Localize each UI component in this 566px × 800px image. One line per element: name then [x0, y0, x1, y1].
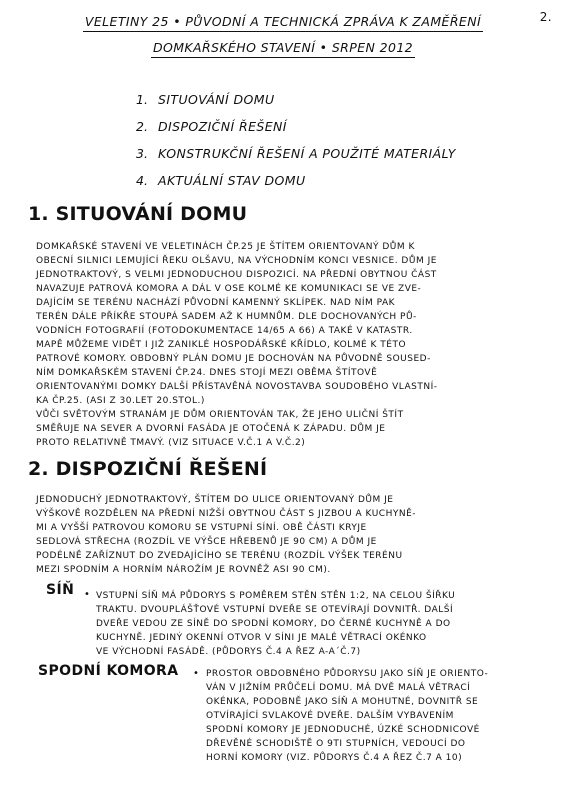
- toc-item-number: 1.: [136, 92, 148, 107]
- toc-item: [136, 113, 536, 140]
- bullet-marker: •: [193, 668, 199, 679]
- header-title-line2-text: DOMKAŘSKÉHO STAVENÍ • SRPEN 2012: [151, 40, 415, 58]
- section-heading-text: 2. DISPOZIČNÍ ŘEŠENÍ: [28, 458, 268, 480]
- subsection-body-sin: VSTUPNÍ SÍŇ MÁ PŮDORYS S POMĚREM STĚN STĚN 1:2, NA CELOU ŠÍŘKU TRAKTU. DVOUPLÁŠŤOVÉ VSTUPNÍ DVEŘE SE OTEVÍRAJÍ DOVNITŘ. DALŠÍ DVEŘE VEDOU ZE SÍNĚ DO SPODNÍ KOMORY, DO ČERNÉ KUCHYNĚ A DO KUCHYNĚ. JEDINÝ OKENNÍ OTVOR V SÍNI JE MALÉ VĚTRACÍ OKÉNKO VE VÝCHODNÍ FASÁDĚ. (PŮDORYS Č.4 A ŘEZ A-A´Č.7): [96, 591, 456, 657]
- toc-item-label: SITUOVÁNÍ DOMU: [158, 92, 275, 107]
- toc-item-number: 4.: [136, 173, 148, 188]
- toc-item-number: 2.: [136, 119, 148, 134]
- header-title-line1-text: VELETINY 25 • PŮVODNÍ A TECHNICKÁ ZPRÁVA K ZAMĚŘENÍ: [83, 14, 483, 32]
- subsection-label-sin: SÍŇ: [46, 582, 75, 598]
- page-number: 2.: [539, 10, 552, 24]
- header-title-line1: [0, 14, 566, 29]
- toc-item: [136, 86, 536, 113]
- table-of-contents: [136, 86, 536, 194]
- bullet-marker: •: [84, 589, 90, 600]
- toc-item-label: DISPOZIČNÍ ŘEŠENÍ: [158, 119, 287, 134]
- header-title-line2: [0, 40, 566, 55]
- subsection-label-spodni-komora: SPODNÍ KOMORA: [38, 663, 179, 679]
- section-heading-dispozicni: [28, 458, 267, 480]
- toc-item-label: AKTUÁLNÍ STAV DOMU: [158, 173, 306, 188]
- section-body-dispozicni: JEDNODUCHÝ JEDNOTRAKTOVÝ, ŠTÍTEM DO ULICE ORIENTOVANÝ DŮM JE VÝŠKOVĚ ROZDĚLEN NA PŘEDNÍ NIŽŠÍ OBYTNOU ČÁST S JIZBOU A KUCHYNĚ- MI A VYŠŠÍ PATROVOU KOMORU SE VSTUPNÍ SÍNÍ. OBĚ ČÁSTI KRYJE SEDLOVÁ STŘECHA (ROZDÍL VE VÝŠCE HŘEBENŮ JE 90 CM) A DŮM JE PODÉLNĚ ZAŘÍZNUT DO ZVEDAJÍCÍHO SE TERÉNU (ROZDÍL VÝŠEK TERÉNU MEZI SPODNÍM A HORNÍM NÁROŽÍM JE ROVNĚŽ ASI 90 CM).: [36, 495, 417, 575]
- toc-item: [136, 167, 536, 194]
- toc-item: [136, 140, 536, 167]
- subsection-body-spodni-komora: PROSTOR OBDOBNÉHO PŮDORYSU JAKO SÍŇ JE ORIENTO- VÁN V JIŽNÍM PRŮČELÍ DOMU. MÁ DVĚ MALÁ VĚTRACÍ OKÉNKA, PODOBNĚ JAKO SÍŇ A MOHUTNÉ, DOVNITŘ SE OTVÍRAJÍCÍ SVLAKOVÉ DVEŘE. DALŠÍM VYBAVENÍM SPODNÍ KOMORY JE JEDNODUCHÉ, ÚZKÉ SCHODNICOVÉ DŘEVĚNÉ SCHODIŠTĚ O 9TI STUPNÍCH, VEDOUCÍ DO HORNÍ KOMORY (VIZ. PŮDORYS Č.4 A ŘEZ Č.7 A 10): [206, 669, 489, 763]
- section-heading-text: 1. SITUOVÁNÍ DOMU: [28, 203, 248, 225]
- toc-item-number: 3.: [136, 146, 148, 161]
- section-body-situovani: DOMKAŘSKÉ STAVENÍ VE VELETINÁCH ČP.25 JE ŠTÍTEM ORIENTOVANÝ DŮM K OBECNÍ SILNICI LEMUJÍCÍ ŘEKU OLŠAVU, NA VÝCHODNÍM KONCI VESNICE. DŮM JE JEDNOTRAKTOVÝ, S VELMI JEDNODUCHOU DISPOZICÍ. NA PŘEDNÍ OBYTNOU ČÁST NAVAZUJE PATROVÁ KOMORA A DÁL V OSE KOLMÉ KE KOMUNIKACI SE VE ZVE- DAJÍCÍM SE TERÉNU NACHÁZÍ PŮVODNÍ KAMENNÝ SKLÍPEK. NAD NÍM PAK TERÉN DÁLE PŘÍKŘE STOUPÁ SADEM AŽ K HUMNŮM. DLE DOCHOVANÝCH PŮ- VODNÍCH FOTOGRAFIÍ (FOTODOKUMENTACE 14/65 A 66) A TAKÉ V KATASTR. MAPĚ MŮŽEME VIDĚT I JIŽ ZANIKLÉ HOSPODÁŘSKÉ KŘÍDLO, KOLMÉ K TÉTO PATROVÉ KOMORY. OBDOBNÝ PLÁN DOMU JE DOCHOVÁN NA PŮVODNĚ SOUSED- NÍM DOMKAŘSKÉM STAVENÍ ČP.24. DNES STOJÍ MEZI OBĚMA ŠTÍTOVĚ ORIENTOVANÝMI DOMKY DALŠÍ PŘÍSTAVĚNÁ NOVOSTAVBA SOUDOBÉHO VLASTNÍ- KA ČP.25. (ASI Z 30.LET 20.STOL.) VŮČI SVĚTOVÝM STRANÁM JE DŮM ORIENTOVÁN TAK, ŽE JEHO ULIČNÍ ŠTÍT SMĚŘUJE NA SEVER A DVORNÍ FASÁDA JE OTOČENÁ K ZÁPADU. DŮM JE PROTO RELATIVNĚ TMAVÝ. (VIZ SITUACE V.Č.1 A V.Č.2): [36, 242, 438, 448]
- section-heading-situovani: [28, 203, 247, 225]
- toc-item-label: KONSTRUKČNÍ ŘEŠENÍ A POUŽITÉ MATERIÁLY: [158, 146, 456, 161]
